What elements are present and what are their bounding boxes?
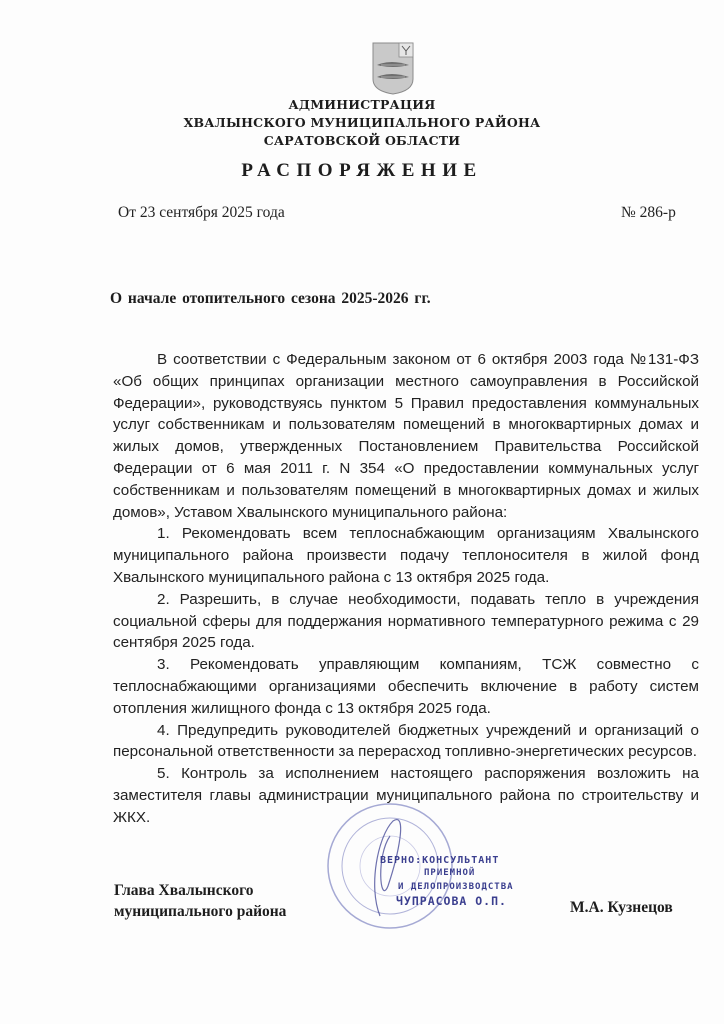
stamp-line-records: И ДЕЛОПРОИЗВОДСТВА bbox=[398, 882, 514, 892]
document-type-title: РАСПОРЯЖЕНИЕ bbox=[241, 160, 483, 181]
stamp-line-office: ПРИЕМНОЙ bbox=[424, 868, 476, 878]
order-item: 1. Рекомендовать всем теплоснабжающим организациям Хвалынского муниципального района произвести подачу теплоносителя в жилой фонд Хвалынского муниципального района с 13 октября 2025 года. bbox=[113, 525, 699, 586]
document-date: От 23 сентября 2025 года bbox=[118, 204, 285, 221]
signatory-position bbox=[114, 880, 286, 922]
signatory-position-line2: муниципального района bbox=[114, 903, 287, 920]
preamble-paragraph: В соответствии с Федеральным законом от 6 октября 2003 года №131-ФЗ «Об общих принципах организации местного самоуправления в Российской Федерации», руководствуясь пунктом 5 Правил предоставления коммунальных услуг собственникам и пользователям помещений в многоквартирных домах и жилых домов, утвержденных Постановлением Правительства Российской Федерации от 6 мая 2011 г. N 354 «О предоставлении коммунальных услуг собственникам и пользователям помещений в многоквартирных домах и жилых домов», Уставом Хвалынского муниципального района: bbox=[113, 351, 699, 521]
order-item: 2. Разрешить, в случае необходимости, подавать тепло в учреждения социальной сферы для поддержания нормативного температурного режима с 29 сентября 2025 года. bbox=[113, 590, 699, 652]
document-subject: О начале отопительного сезона 2025-2026 гг. bbox=[110, 290, 431, 307]
header-line-district: ХВАЛЫНСКОГО МУНИЦИПАЛЬНОГО РАЙОНА bbox=[183, 115, 541, 130]
order-item: 5. Контроль за исполнением настоящего распоряжения возложить на заместителя главы администрации муниципального района по строительству и ЖКХ. bbox=[113, 765, 699, 826]
document-body bbox=[113, 349, 699, 829]
order-item: 4. Предупредить руководителей бюджетных учреждений и организаций о персональной ответственности за перерасход топливно-энергетических ресурсов. bbox=[113, 721, 699, 761]
stamp-line-name: ЧУПРАСОВА О.П. bbox=[396, 894, 507, 908]
header-line-region: САРАТОВСКОЙ ОБЛАСТИ bbox=[263, 133, 461, 148]
coat-of-arms-icon bbox=[371, 41, 415, 95]
signatory-name: М.А. Кузнецов bbox=[570, 899, 673, 916]
order-item: 3. Рекомендовать управляющим компаниям, ТСЖ совместно с теплоснабжающими организациями обеспечить включение в работу систем отопления жилищного фонда с 13 октября 2025 года. bbox=[113, 656, 699, 717]
document-number: № 286-р bbox=[621, 204, 676, 221]
signatory-position-line1: Глава Хвалынского bbox=[114, 882, 254, 899]
stamp-line-certified: ВЕРНО:КОНСУЛЬТАНТ bbox=[380, 855, 500, 866]
header-line-administration: АДМИНИСТРАЦИЯ bbox=[288, 97, 436, 112]
